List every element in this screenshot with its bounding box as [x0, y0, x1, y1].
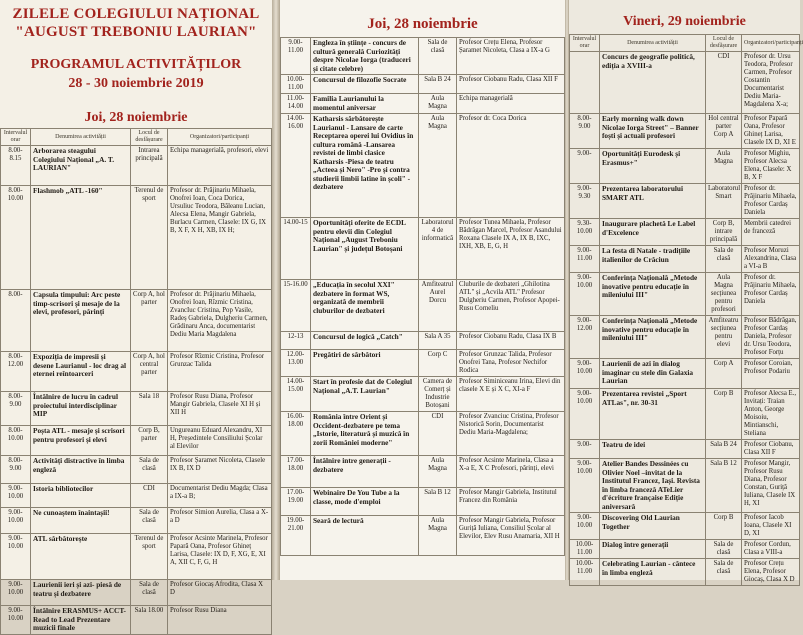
- organizers-cell: Profesor dr. Ursu Teodora, Profesor Carmen, Profesor Costantin Documentarist Dediu Maria-Magdalena X-a;: [742, 52, 800, 114]
- activity-cell: Katharsis sărbătorește Laurianul - Lansare de carte Receptarea operei lui Ovidius în cultura română -Lansarea revistei de limbi clasice Katharsis -Piesa de teatru „Acteea și Nero" -Pro și contra studierii limbii latine în școli" - dezbatere: [311, 114, 419, 218]
- activity-cell: Concurs de geografie politică, ediția a XVIII-a: [600, 52, 706, 114]
- table-row: [1, 456, 272, 484]
- title-line-1: ZILELE COLEGIULUI NAȚIONAL: [12, 6, 260, 22]
- table-row: [281, 332, 565, 350]
- time-cell: 8.00-9.00: [1, 392, 31, 426]
- day-3-table: [569, 34, 803, 586]
- table-row: [570, 440, 800, 459]
- time-cell: 19.00-21.00: [281, 516, 311, 556]
- activity-cell: Familia Laurianului la momentul aniversar: [311, 94, 419, 114]
- day-3-title: Vineri, 29 noiembrie: [623, 14, 746, 29]
- panel-day-2: [280, 0, 565, 580]
- activity-cell: Capsula timpului: Arc peste timp-scrisori și mesaje de la elevi, profesori, părinți: [31, 290, 131, 352]
- day-2-title: Joi, 28 noiembrie: [367, 16, 478, 32]
- location-cell: Sala B 24: [419, 75, 457, 94]
- time-cell: 12.00-13.00: [281, 350, 311, 377]
- location-cell: Corp B, intrare principală: [706, 219, 742, 246]
- time-cell: 9.00-10.00: [1, 580, 31, 606]
- time-cell: 9.00-10.00: [1, 606, 31, 635]
- table-row: [1, 534, 272, 580]
- table-row: [570, 459, 800, 513]
- time-cell: 8.00-9.00: [570, 114, 600, 149]
- time-cell: 14.00-16.00: [281, 114, 311, 218]
- table-row: [281, 350, 565, 377]
- table-row: [570, 246, 800, 273]
- location-cell: Sala 18.00: [131, 606, 168, 635]
- activity-cell: ATL sărbătorește: [31, 534, 131, 580]
- activity-cell: Prezentarea laboratorului SMART ATL: [600, 184, 706, 219]
- organizers-cell: Echipa managerială: [457, 94, 565, 114]
- table-row: [281, 94, 565, 114]
- organizers-cell: Profesor Mighiu, Profesor Alecsa Elena, Clasele: X B, X F: [742, 149, 800, 184]
- location-cell: CDI: [419, 412, 457, 456]
- location-cell: Corp A, hol parter: [131, 290, 168, 352]
- location-cell: CDI: [706, 52, 742, 114]
- table-row: [1, 426, 272, 456]
- organizers-cell: Profesor dr. Prăjinariu Mihaela, Profesor Cardaș Daniela: [742, 273, 800, 316]
- table-row: [281, 38, 565, 75]
- organizers-cell: Profesor Acsinte Marinela, Profesor Papară Oana, Profesor Ghineț Larisa, Clasele: IX D, F, XG, E, XI A, XII C, F, G, H: [168, 534, 272, 580]
- time-cell: 9.00-10.00: [570, 513, 600, 540]
- organizers-cell: Profesor Moruzi Alexandrina, Clasa a VI-a B: [742, 246, 800, 273]
- activity-cell: Engleza în științe - concurs de cultură generală Curiozități despre Nicolae Iorga (traduceri și citate celebre): [311, 38, 419, 75]
- location-cell: Terenul de sport: [131, 534, 168, 580]
- table-row: [1, 290, 272, 352]
- location-cell: Corp A, hol central parter: [131, 352, 168, 392]
- location-cell: Sala de clasă: [706, 540, 742, 559]
- organizers-cell: Profesor Alecsa E., Invitați: Traian Anton, George Moisoiu, Mintianschi, Steliana: [742, 389, 800, 440]
- time-cell: 12-13: [281, 332, 311, 350]
- day-1-table: [0, 128, 272, 635]
- location-cell: Amfiteatrul Aurel Dorcu: [419, 280, 457, 332]
- activity-cell: Întâlnire ERASMUS+ ACCT-Read to Lead Prezentare muzicii finale: [31, 606, 131, 635]
- organizers-cell: Profesor Zvanciuc Cristina, Profesor Nistorică Sorin, Documentarist Dediu Maria-Magdalena;: [457, 412, 565, 456]
- activity-cell: Ne cunoaștem înaintașii!: [31, 508, 131, 534]
- table-row: [281, 114, 565, 218]
- organizers-cell: Profesor Rîzmic Cristina, Profesor Grunzac Talida: [168, 352, 272, 392]
- location-cell: Corp B, parter: [131, 426, 168, 456]
- location-cell: Aula Magna: [419, 516, 457, 556]
- location-cell: Aula Magna secțiunea pentru profesori: [706, 273, 742, 316]
- activity-cell: Seară de lectură: [311, 516, 419, 556]
- location-cell: Sala de clasă: [131, 456, 168, 484]
- organizers-cell: Profesor Simion Aurelia, Clasa a X-a D: [168, 508, 272, 534]
- organizers-cell: Profesor dr. Coca Dorica: [457, 114, 565, 218]
- table-row: [281, 488, 565, 516]
- time-cell: 8.00-: [1, 290, 31, 352]
- table-row: [281, 75, 565, 94]
- time-cell: 9.00-10.00: [570, 459, 600, 513]
- activity-cell: Arborarea steagului Colegiului Național „A. T. LAURIAN": [31, 146, 131, 186]
- panel-day-3: [569, 0, 803, 583]
- organizers-cell: Profesor Tunea Mihaela, Profesor Bădrăgan Marcel, Profesor Asandului Roxana Clasele IX A, IX B, IXC, IXH, XB, E, G, H: [457, 218, 565, 280]
- title-line-3: PROGRAMUL ACTIVITĂȚILOR: [30, 57, 242, 72]
- organizers-cell: Profesor Bădrăgan, Profesor Cardaș Daniela, Profesor dr. Ursu Teodora, Profesor Forțu: [742, 316, 800, 359]
- organizers-cell: Documentarist Dediu Magda; Clasa a IX-a B;: [168, 484, 272, 508]
- table-row: [1, 508, 272, 534]
- activity-cell: Oportunități oferite de ECDL pentru elevii din Colegiul Național „August Treboniu Laurian" și județul Botoșani: [311, 218, 419, 280]
- time-cell: 8.00-10.00: [1, 186, 31, 290]
- time-cell: 9.00-10.00: [1, 508, 31, 534]
- table-row: [570, 219, 800, 246]
- header-time-3: Intervalul orar: [570, 35, 600, 52]
- activity-cell: Activități distractive în limba engleză: [31, 456, 131, 484]
- time-cell: 9.00-11.00: [281, 38, 311, 75]
- organizers-cell: Ungureanu Eduard Alexandru, XI H, Președintele Consiliului Școlar al Elevilor: [168, 426, 272, 456]
- time-cell: 17.00-18.00: [281, 456, 311, 488]
- location-cell: Sala 18: [131, 392, 168, 426]
- organizers-cell: Profesor Papară Oana, Profesor Ghineț Larisa, Clasele IX D, XI E: [742, 114, 800, 149]
- location-cell: Laboratorul 4 de informatică: [419, 218, 457, 280]
- activity-cell: Laurienii de azi în dialog imaginar cu stele din Galaxia Laurian: [600, 359, 706, 389]
- activity-cell: Discovering Old Laurian Together: [600, 513, 706, 540]
- organizers-cell: Profesor Siminiceanu Irina, Elevi din clasele X E și X C, XI-a F: [457, 377, 565, 412]
- table-row: [570, 52, 800, 114]
- location-cell: Corp C: [419, 350, 457, 377]
- organizers-cell: Profesor Acsinte Marinela, Clasa a X-a E, X C Profesori, părinți, elevi: [457, 456, 565, 488]
- header-organizers: Organizatori/participanți: [168, 129, 272, 146]
- time-cell: 9.00-10.00: [570, 389, 600, 440]
- time-cell: 9.00-11.00: [570, 246, 600, 273]
- day-2-table: [280, 37, 565, 556]
- location-cell: Aula Magna: [419, 94, 457, 114]
- location-cell: Corp B: [706, 389, 742, 440]
- organizers-cell: Membrii catedrei de franceză: [742, 219, 800, 246]
- table-row: [570, 389, 800, 440]
- location-cell: Sala B 24: [706, 440, 742, 459]
- location-cell: Camera de Comerț și Industrie Botoșani: [419, 377, 457, 412]
- location-cell: Sala de clasă: [706, 559, 742, 586]
- organizers-cell: Profesor Cordun, Clasa a VIII-a: [742, 540, 800, 559]
- title-line-2: "AUGUST TREBONIU LAURIAN": [15, 24, 257, 40]
- activity-cell: Concursul de filozofie Socrate: [311, 75, 419, 94]
- location-cell: Sala de clasă: [131, 508, 168, 534]
- time-cell: 9.00-: [570, 440, 600, 459]
- table-row: [281, 456, 565, 488]
- table-row: [281, 377, 565, 412]
- activity-cell: Inaugurare plachetă Le Label d'Excelence: [600, 219, 706, 246]
- organizers-cell: Profesor Crețu Elena, Profesor Giocaș, Clasa X D: [742, 559, 800, 586]
- time-cell: 16.00-18.00: [281, 412, 311, 456]
- table-row: [570, 559, 800, 586]
- location-cell: Sala B 12: [419, 488, 457, 516]
- table-row: [1, 352, 272, 392]
- time-cell: 10.00-11.00: [281, 75, 311, 94]
- activity-cell: La festa di Natale - tradițiile italienilor de Crăciun: [600, 246, 706, 273]
- table-row: [570, 184, 800, 219]
- organizers-cell: Profesor Ciobanu Radu, Clasa XII F: [457, 75, 565, 94]
- location-cell: Laboratorul Smart: [706, 184, 742, 219]
- location-cell: Terenul de sport: [131, 186, 168, 290]
- header-time: Intervalul orar: [1, 129, 31, 146]
- table-row: [1, 580, 272, 606]
- activity-cell: România între Orient și Occident-dezbatere pe tema „Istorie, literatură și muzică în zorii României moderne": [311, 412, 419, 456]
- organizers-cell: Profesor dr. Prăjinariu Mihaela, Onofrei Ioan, Coca Dorica, Ursuliuc Teodora, Băleanu Lucian, Alecsa Elena, Mangir Gabriela, Burlacu Carmen, Clasele: IX G, IX B, X F, X H, XB, IX H;: [168, 186, 272, 290]
- location-cell: Aula Magna: [706, 149, 742, 184]
- time-cell: 9.00-10.00: [1, 534, 31, 580]
- location-cell: Sala de clasă: [131, 580, 168, 606]
- table-row: [570, 316, 800, 359]
- table-row: [281, 412, 565, 456]
- organizers-cell: Profesor Mangir Gabriela, Institutul Francez din România: [457, 488, 565, 516]
- header-activity-3: Denumirea activității: [600, 35, 706, 52]
- time-cell: 8.00-8.15: [1, 146, 31, 186]
- time-cell: 9.30-10.00: [570, 219, 600, 246]
- activity-cell: Istoria bibliotecilor: [31, 484, 131, 508]
- activity-cell: „Educația în secolul XXI" dezbatere în format WS, organizată de membrii cluburilor de dezbateri: [311, 280, 419, 332]
- activity-cell: Dialog între generații: [600, 540, 706, 559]
- time-cell: 8.00-10.00: [1, 426, 31, 456]
- table-row: [1, 146, 272, 186]
- time-cell: 14.00-15.00: [281, 377, 311, 412]
- table-row: [570, 114, 800, 149]
- activity-cell: Conferința Națională „Metode inovative pentru educație în mileniului III": [600, 273, 706, 316]
- time-cell: 9.00-12.00: [570, 316, 600, 359]
- location-cell: Hol central parter Corp A: [706, 114, 742, 149]
- table-row: [281, 218, 565, 280]
- table-row: [570, 273, 800, 316]
- activity-cell: Poșta ATL - mesaje și scrisori pentru profesori și elevi: [31, 426, 131, 456]
- table-row: [1, 484, 272, 508]
- activity-cell: Întâlnire de lucru în cadrul proiectului interdisciplinar MIP: [31, 392, 131, 426]
- header-location: Locul de desfășurare: [131, 129, 168, 146]
- header-location-3: Locul de desfășurare: [706, 35, 742, 52]
- location-cell: Intrarea principală: [131, 146, 168, 186]
- time-cell: 9.00-10.00: [570, 359, 600, 389]
- organizers-cell: Profesor Grunzac Talida, Profesor Onofrei Tana, Profesor Nechifor Rodica: [457, 350, 565, 377]
- time-cell: 8.00-12.00: [1, 352, 31, 392]
- location-cell: Sala de clasă: [419, 38, 457, 75]
- organizers-cell: Profesor Coroian, Profesor Podariu: [742, 359, 800, 389]
- activity-cell: Laurienii ieri și azi- piesă de teatru și dezbatere: [31, 580, 131, 606]
- title-line-4: 28 - 30 noiembrie 2019: [68, 76, 204, 91]
- time-cell: 15-16.00: [281, 280, 311, 332]
- organizers-cell: Profesor dr. Prăjinariu Mihaela, Onofrei Ioan, Rîzmic Cristina, ZvancIuc Cristina, Pop Vasile, Radeș Gabriela, Dulgheriu Carmen, Grădinaru Anca, documentarist Dediu Maria Magdalena: [168, 290, 272, 352]
- location-cell: CDI: [131, 484, 168, 508]
- panel-day-1: [0, 0, 272, 632]
- location-cell: Amfiteatru secțiunea pentru elevi: [706, 316, 742, 359]
- organizers-cell: Echipa managerială, profesori, elevi: [168, 146, 272, 186]
- activity-cell: Atelier Bandes Dessinées cu Olivier Noel –invitat de la Institutul Francez, Iași. Revista în limba franceză ATeLier d'écriture française Ediție aniversară: [600, 459, 706, 513]
- time-cell: 8.00-9.00: [1, 456, 31, 484]
- activity-cell: Conferința Națională „Metode inovative pentru educație în mileniului III": [600, 316, 706, 359]
- location-cell: Sala A 35: [419, 332, 457, 350]
- activity-cell: Oportunități Eurodesk și Erasmus+": [600, 149, 706, 184]
- organizers-cell: Profesor Mangir, Profesor Rusu Diana, Profesor Constan, Guriță Iuliana, Clasele IX H, XI: [742, 459, 800, 513]
- organizers-cell: Profesor Ciobanu, Clasa XII F: [742, 440, 800, 459]
- table-row: [1, 392, 272, 426]
- header-activity: Denumirea activității: [31, 129, 131, 146]
- time-cell: 14.00-15: [281, 218, 311, 280]
- time-cell: 9.00-10.00: [570, 273, 600, 316]
- organizers-cell: Profesor Ciobanu Radu, Clasa IX B: [457, 332, 565, 350]
- activity-cell: Early morning walk down Nicolae Iorga Street" – Banner foști și actuali profesori: [600, 114, 706, 149]
- time-cell: 17.00-19.00: [281, 488, 311, 516]
- table-row: [570, 540, 800, 559]
- location-cell: Corp B: [706, 513, 742, 540]
- activity-cell: Flashmob „ATL -160": [31, 186, 131, 290]
- organizers-cell: Profesor Iacob Ioana, Clasele XI D, XI: [742, 513, 800, 540]
- location-cell: Sala de clasă: [706, 246, 742, 273]
- time-cell: 9.00-: [570, 149, 600, 184]
- location-cell: Aula Magna: [419, 456, 457, 488]
- day-1-title: Joi, 28 noiembrie: [84, 110, 188, 125]
- activity-cell: Concursul de logică „Catch": [311, 332, 419, 350]
- organizers-cell: Profesor dr. Prăjinariu Mihaela, Profesor Cardaș Daniela: [742, 184, 800, 219]
- activity-cell: Start în profesie dat de Colegiul Național „A.T. Laurian": [311, 377, 419, 412]
- activity-cell: Întâlnire intre generații - dezbatere: [311, 456, 419, 488]
- time-cell: [570, 52, 600, 114]
- activity-cell: Expoziția de impresii și desene Laurianul - loc drag al eternei reîntoarceri: [31, 352, 131, 392]
- organizers-cell: Profesor Mangir Gabriela, Profesor Guriță Iuliana, Consiliul Școlar al Elevilor, Elev Rusu Anamaria, XII H: [457, 516, 565, 556]
- organizers-cell: Profesor Rusu Diana, Profesor Mangir Gabriela, Clasele XI H și XII H: [168, 392, 272, 426]
- time-cell: 11.00-14.00: [281, 94, 311, 114]
- activity-cell: Webinaire De You Tube a la classe, mode d'emploi: [311, 488, 419, 516]
- location-cell: Sala B 12: [706, 459, 742, 513]
- header-organizers-3: Organizatori/participanți: [742, 35, 800, 52]
- fold-1: [272, 0, 280, 580]
- activity-cell: Pregătiri de sărbători: [311, 350, 419, 377]
- table-row: [570, 359, 800, 389]
- organizers-cell: Profesor Giocaș Afrodita, Clasa X D: [168, 580, 272, 606]
- organizers-cell: Profesor Rusu Diana: [168, 606, 272, 635]
- table-row: [1, 606, 272, 635]
- time-cell: 9.00-10.00: [1, 484, 31, 508]
- table-row: [570, 149, 800, 184]
- table-row: [281, 516, 565, 556]
- organizers-cell: Profesor Crețu Elena, Profesor Șaramet Nicoleta, Clasa a IX-a G: [457, 38, 565, 75]
- activity-cell: Celebrating Laurian - cântece în limba engleză: [600, 559, 706, 586]
- table-row: [1, 186, 272, 290]
- activity-cell: Teatru de idei: [600, 440, 706, 459]
- activity-cell: Prezentarea revistei „Sport ATLas", nr. 30-31: [600, 389, 706, 440]
- location-cell: Aula Magna: [419, 114, 457, 218]
- table-row: [570, 513, 800, 540]
- time-cell: 10.00-11.00: [570, 559, 600, 586]
- table-row: [281, 280, 565, 332]
- time-cell: 9.00-9.30: [570, 184, 600, 219]
- organizers-cell: Cluburile de dezbateri „Ghilotina ATL" și „Acvila ATL" Profesor Dulgheriu Carmen, Profesor Apopei- Rusu Corneliu: [457, 280, 565, 332]
- location-cell: Corp A: [706, 359, 742, 389]
- organizers-cell: Profesor Șaramet Nicoleta, Clasele IX B, IX D: [168, 456, 272, 484]
- time-cell: 10.00-11.00: [570, 540, 600, 559]
